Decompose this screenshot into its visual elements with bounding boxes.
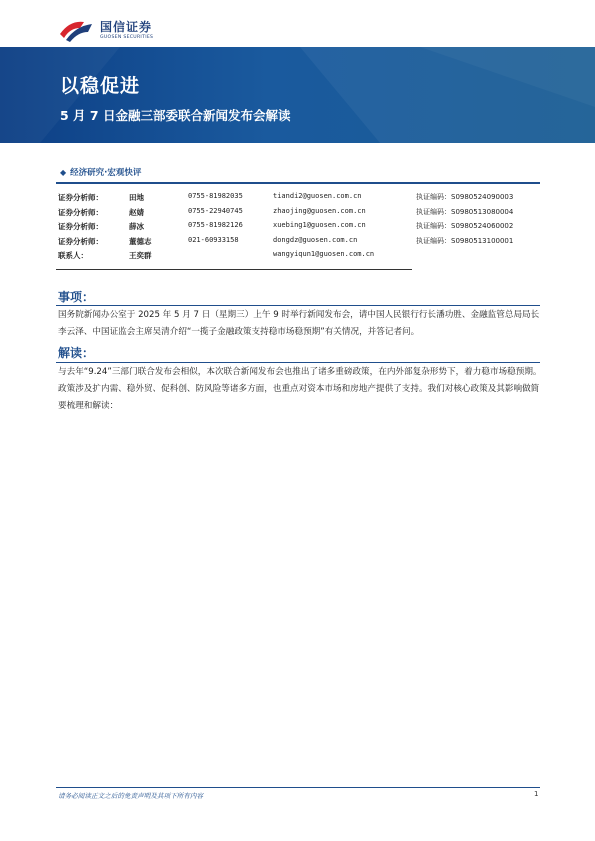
analyst-cert: 执证编码：S0980524060002: [416, 222, 514, 230]
category-divider: [56, 182, 540, 184]
report-subtitle: 5 月 7 日金融三部委联合新闻发布会解读: [60, 108, 291, 123]
footer-disclaimer: 请务必阅读正文之后的免责声明及其项下所有内容: [58, 792, 204, 800]
analysis-heading: 解读：: [58, 346, 95, 360]
analyst-row: [58, 192, 548, 207]
analyst-list: [58, 192, 548, 265]
analyst-email[interactable]: xuebing1@guosen.com.cn: [273, 221, 366, 229]
analyst-row: [58, 207, 548, 222]
analyst-role: 证券分析师：: [58, 207, 103, 217]
analyst-role: 证券分析师：: [58, 236, 103, 246]
analyst-name: 赵婧: [129, 207, 144, 217]
contact-email[interactable]: wangyiqun1@guosen.com.cn: [273, 250, 375, 258]
diamond-icon: ◆: [60, 168, 67, 177]
analyst-name: 董德志: [129, 236, 152, 246]
analyst-phone: 0755-22940745: [188, 206, 243, 215]
footer-divider: [56, 787, 540, 788]
analyst-cert: 执证编码：S0980513100001: [416, 236, 514, 245]
company-logo: [58, 16, 178, 44]
analyst-name: 田地: [129, 193, 144, 202]
analysis-divider: [56, 362, 540, 363]
analyst-role: 证券分析师：: [58, 193, 103, 202]
analyst-email[interactable]: dongdz@guosen.com.cn: [273, 235, 358, 244]
company-name-cn: 国信证券: [100, 20, 153, 34]
event-heading: 事项：: [58, 290, 95, 304]
report-title: 以稳促进: [60, 75, 141, 97]
analyst-cert: 执证编码：S0980513080004: [416, 207, 514, 216]
contact-role: 联系人：: [58, 251, 88, 260]
analysis-paragraph: 与去年“9.24”三部门联合发布会相似，本次联合新闻发布会也推出了诸多重磅政策，在内外部复杂形势下，着力稳市场稳预期。政策涉及扩内需、稳外贸、促科创、防风险等诸多方面，也重点对资本市场和房地产提供了支持。我们对核心政策及其影响做简要梳理和解读：: [58, 367, 542, 411]
analyst-phone: 0755-81982035: [188, 192, 243, 200]
analyst-phone: 0755-81982126: [188, 221, 243, 229]
category-label: 经济研究·宏观快评: [70, 168, 142, 178]
analyst-role: 证券分析师：: [58, 222, 103, 231]
analyst-name: 薛冰: [129, 222, 144, 231]
title-banner: [0, 47, 595, 143]
analyst-divider: [56, 269, 412, 270]
guosen-logo-icon: [58, 16, 98, 44]
event-divider: [56, 305, 540, 306]
analyst-email[interactable]: tiandi2@guosen.com.cn: [273, 192, 362, 200]
analyst-phone: 021-60933158: [188, 235, 239, 244]
analyst-row: [58, 221, 548, 236]
event-paragraph: 国务院新闻办公室于 2025 年 5 月 7 日（星期三）上午 9 时举行新闻发布会，请中国人民银行行长潘功胜、金融监管总局局长李云泽、中国证监会主席吴清介绍“一揽子金融政策支持稳市场稳预期”有关情况，并答记者问。: [58, 310, 540, 337]
page-number: 1: [534, 790, 539, 798]
contact-row: [58, 250, 548, 265]
contact-name: 王奕群: [129, 251, 152, 260]
report-category: [60, 166, 141, 178]
analyst-row: [58, 236, 548, 251]
analyst-email[interactable]: zhaojing@guosen.com.cn: [273, 206, 366, 215]
analyst-cert: 执证编码：S0980524090003: [416, 193, 514, 201]
company-name-en: GUOSEN SECURITIES: [100, 35, 154, 40]
